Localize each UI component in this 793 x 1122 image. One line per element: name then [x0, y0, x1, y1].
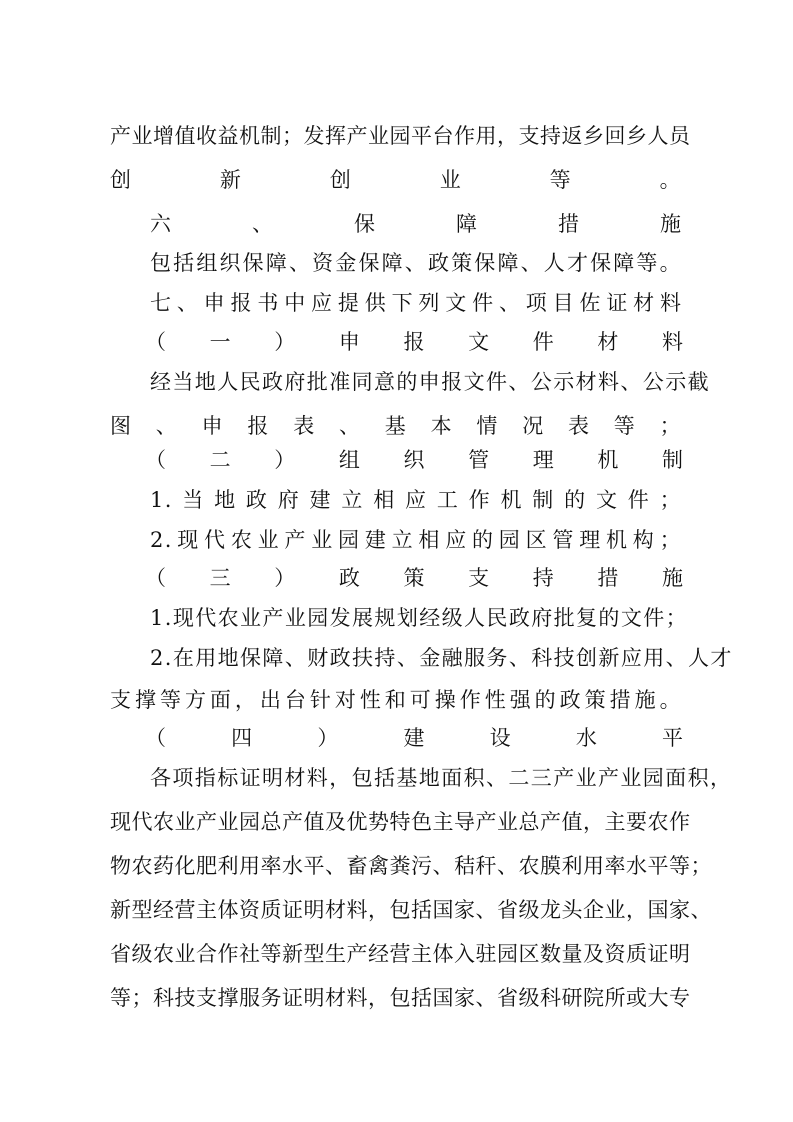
- section-heading: [0, 204, 793, 244]
- text-line: 1.现代农业产业园发展规划经级人民政府批复的文件；: [150, 606, 689, 630]
- paragraph-line: [0, 243, 793, 283]
- text-line: 现代农业产业园总产值及优势特色主导产业总产值，主要农作: [110, 810, 691, 834]
- list-item: [0, 598, 793, 638]
- list-item: [0, 480, 793, 520]
- text-line: 各项指标证明材料，包括基地面积、二三产业产业园面积，: [150, 766, 733, 790]
- subsection-heading: [0, 558, 793, 598]
- subsection-heading: [0, 718, 793, 758]
- subsection-heading: [0, 322, 793, 362]
- paragraph-line: [0, 978, 793, 1018]
- text-line: 图、申报表、基本情况表等；: [110, 414, 682, 438]
- section-heading: [0, 283, 793, 323]
- paragraph-line: [0, 890, 793, 930]
- text-line: 1.当地政府建立相应工作机制的文件；: [150, 488, 682, 512]
- heading-text: 七、申报书中应提供下列文件、项目佐证材料: [150, 291, 682, 315]
- text-line: 产业增值收益机制；发挥产业园平台作用，支持返乡回乡人员: [110, 124, 691, 148]
- text-line: 2.在用地保障、财政扶持、金融服务、科技创新应用、人才: [150, 646, 733, 670]
- text-line: 支撑等方面，出台针对性和可操作性强的政策措施。: [110, 688, 682, 712]
- paragraph-line: [0, 362, 793, 402]
- list-item: [0, 638, 793, 678]
- subheading-text: （二）组织管理机制: [145, 448, 685, 472]
- paragraph-line: [0, 934, 793, 974]
- paragraph-line: [0, 680, 793, 720]
- text-line: 物农药化肥利用率水平、畜禽粪污、秸秆、农膜利用率水平等；: [110, 854, 712, 878]
- text-line: 包括组织保障、资金保障、政策保障、人才保障等。: [150, 251, 682, 275]
- paragraph-line: [0, 160, 793, 200]
- subheading-text: （一）申报文件材料: [145, 330, 685, 354]
- text-line: 经当地人民政府批准同意的申报文件、公示材料、公示截: [150, 370, 710, 394]
- heading-text: 六、保障措施: [150, 212, 682, 236]
- paragraph-line: [0, 116, 793, 156]
- subsection-heading: [0, 440, 793, 480]
- text-line: 2.现代农业产业园建立相应的园区管理机构；: [150, 528, 682, 552]
- text-line: 创新创业等。: [110, 168, 682, 192]
- text-line: 省级农业合作社等新型生产经营主体入驻园区数量及资质证明: [110, 942, 691, 966]
- list-item: [0, 520, 793, 560]
- text-line: 等；科技支撑服务证明材料，包括国家、省级科研院所或大专: [110, 986, 691, 1010]
- text-line: 新型经营主体资质证明材料，包括国家、省级龙头企业，国家、: [110, 898, 712, 922]
- subheading-text: （四）建设水平: [145, 726, 685, 750]
- subheading-text: （三）政策支持措施: [145, 566, 685, 590]
- paragraph-line: [0, 758, 793, 798]
- paragraph-line: [0, 846, 793, 886]
- paragraph-line: [0, 802, 793, 842]
